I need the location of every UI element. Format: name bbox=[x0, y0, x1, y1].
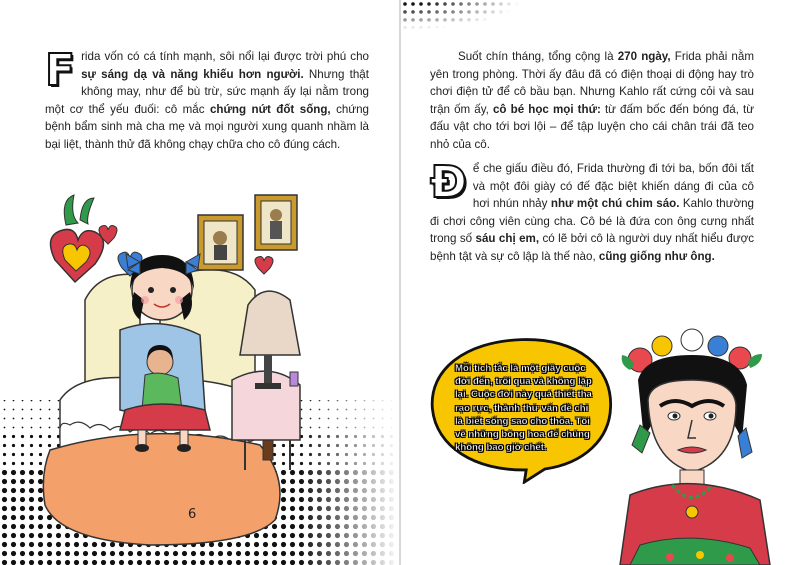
dropcap-d: Đ bbox=[430, 157, 467, 208]
bedroom-illustration bbox=[0, 0, 399, 565]
right-paragraph-2: Để che giấu điều đó, Frida thường đi tới ba, bốn đôi tất và một đôi giày có đế đặc biệt khiến dáng đi của cô hơi nhún nhảy như một chú chim sáo. Kahlo thường đi chơi công viên cùng cha. Cô bé là đứa con ông cưng nhất trong số sáu chị em, có lẽ bởi cô là người duy nhất hiểu được bệnh tật và sự cô lập là thế nào, cũng giống như ông. bbox=[430, 157, 755, 263]
left-paragraph-1: Frida vốn có cá tính mạnh, sôi nổi lại được trời phú cho sự sáng dạ và năng khiếu hơn người. Nhưng thật không may, như để bù trừ, sức mạnh ấy lại nằm trong một cơ thể yếu đuối: cô mắc chứng nứt đốt sống, chứng bệnh bẩm sinh mà cha mẹ và mọi người xung quanh nhầm là bại liệt, thành thử đã không chạy chữa cho cô đúng cách. bbox=[45, 45, 370, 151]
right-paragraph-1: Suốt chín tháng, tổng cộng là 270 ngày, Frida phải nằm yên trong phòng. Thời ấy đâu đã có điện thoại di động hay trò chơi điện tử để cô bầu bạn. Nhưng Kahlo rất cứng cỏi và sau trận ốm ấy, cô bé học mọi thứ: từ đấm bốc đến bóng đá, từ đấu vật cho tới bơi lội – để tập luyện cho cái chân trái đã teo nhỏ của cô. bbox=[430, 50, 754, 151]
dropcap-f: F bbox=[45, 45, 76, 96]
left-page bbox=[0, 0, 399, 565]
speech-bubble-text: Mỗi tích tắc là một giây cuộc đời đến, trôi qua và không lặp lại. Cuộc đời này quá thiết tha rạo rực, thành thử vấn đề chỉ là biết sống sao cho thỏa. Tôi vẽ những bông hoa để chúng không bao giờ chết. bbox=[455, 363, 592, 454]
page-number: 6 bbox=[188, 507, 197, 522]
frida-portrait bbox=[600, 320, 800, 565]
